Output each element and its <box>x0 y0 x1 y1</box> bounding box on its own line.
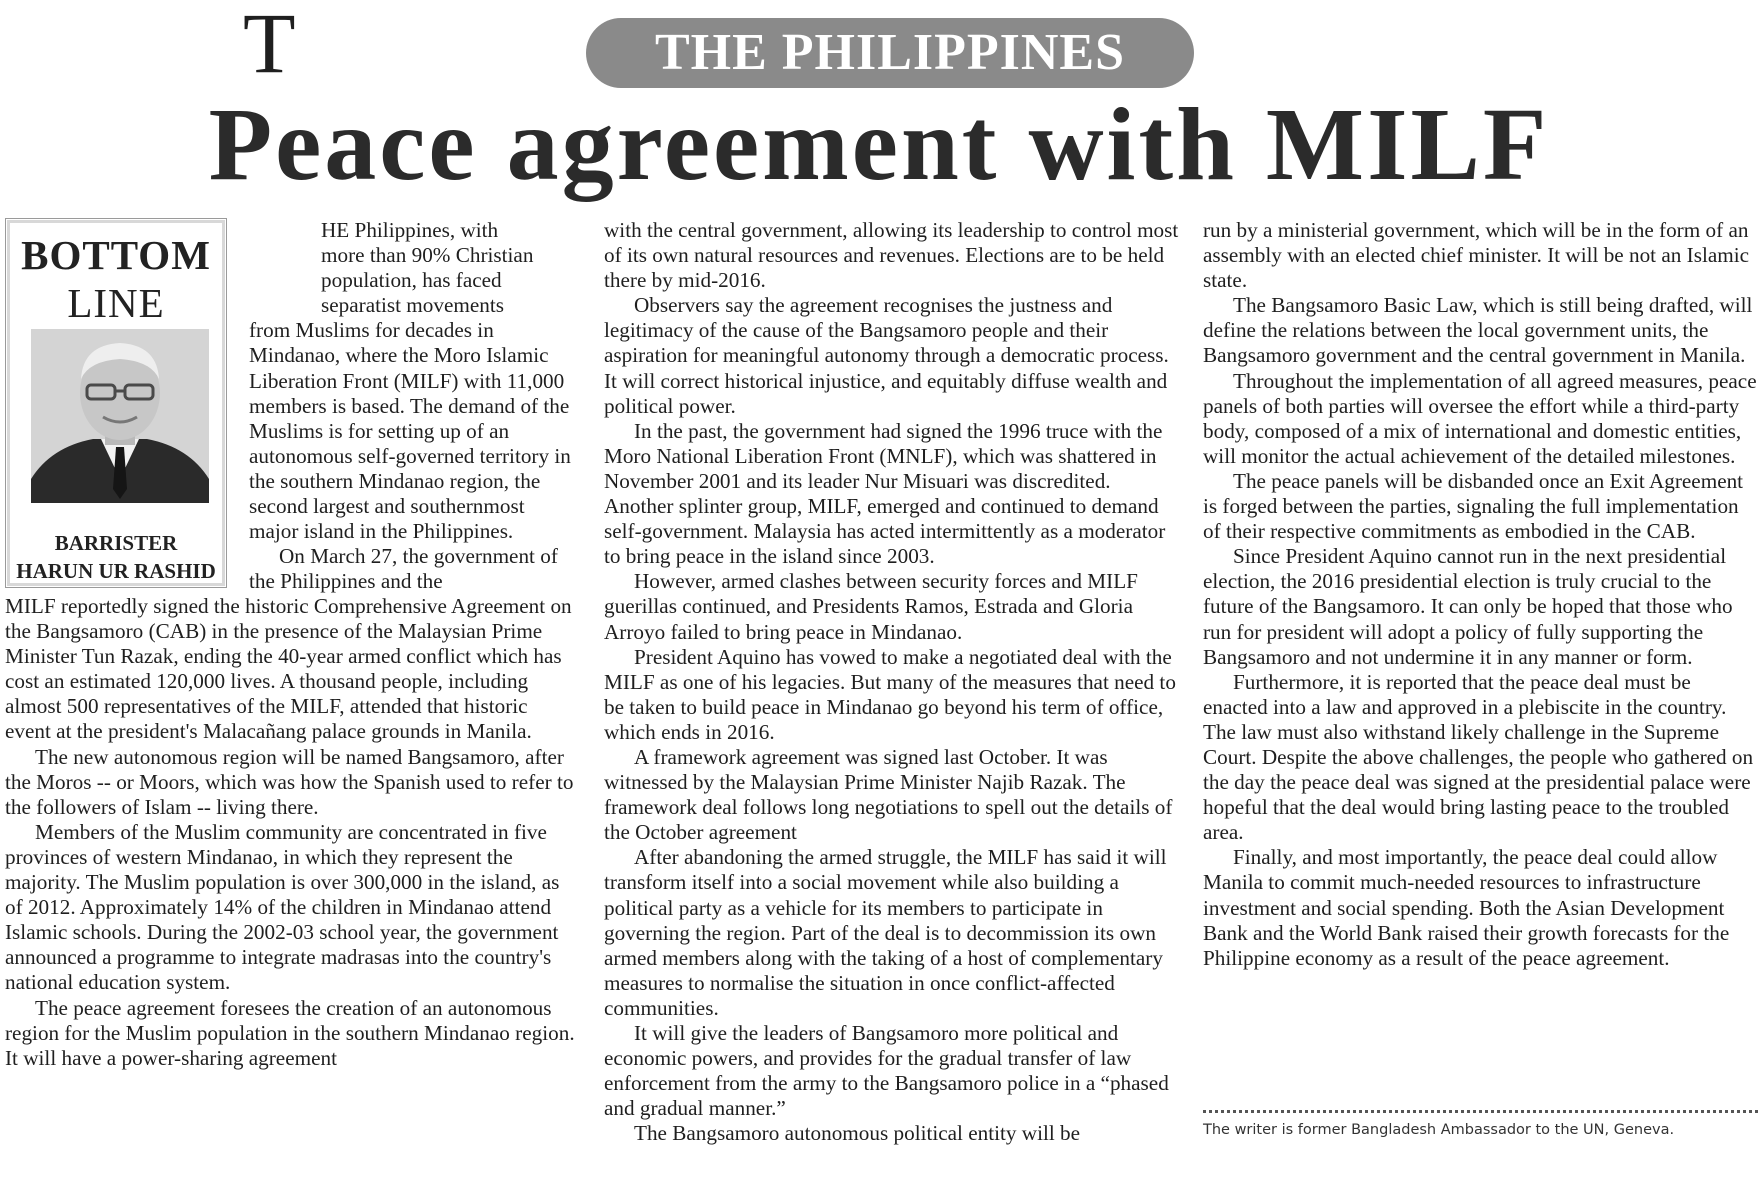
kicker-text: THE PHILIPPINES <box>654 24 1126 81</box>
paragraph: A framework agreement was signed last October. It was witnessed by the Malaysian Prime Minister Najib Razak. The framework deal follows long negotiations to spell out the details of the October agreement <box>604 744 1173 845</box>
paragraph: The Bangsamoro autonomous political entity will be <box>634 1121 1081 1146</box>
paragraph: run by a ministerial government, which will be in the form of an assembly with an elected chief minister. It will be not an Islamic state. <box>1203 218 1750 293</box>
paragraph: Observers say the agreement recognises the justness and legitimacy of the cause of the Bangsamoro people and their aspiration for meaningful autonomy through a democratic process. It will correct historical injustice, and equitably diffuse wealth and political power. <box>604 293 1169 418</box>
paragraph: Members of the Muslim community are concentrated in five provinces of western Mindanao, in which they represent the majority. The Muslim population is over 300,000 in the island, as of 2012. Approximately 14% of the children in Mindanao attend Islamic schools. During the 2002-03 school year, the government announced a programme to integrate madrasas into the country's national education system. <box>5 819 560 995</box>
paragraph: The Bangsamoro Basic Law, which is still being drafted, will define the relations between the local government units, the Bangsamoro government and the central government in Manila. <box>1203 293 1753 368</box>
column-1-intro <box>249 218 579 594</box>
paragraph: The peace panels will be disbanded once an Exit Agreement is forged between the parties, signaling the full implementation of their respective commitments as embodied in the CAB. <box>1203 468 1744 544</box>
paragraph: The new autonomous region will be named Bangsamoro, after the Moros -- or Moors, which was how the Spanish used to refer to the followers of Islam -- living there. <box>5 744 574 819</box>
paragraph: with the central government, allowing its leadership to control most of its own natural resources and revenues. Elections are to be held there by mid-2016. <box>604 218 1179 293</box>
dotted-separator <box>1203 1110 1758 1113</box>
column-tag-line2: LINE <box>67 280 165 326</box>
paragraph: After abandoning the armed struggle, the MILF has said it will transform itself into a social movement while also building a political party as a vehicle for its members to participate in governing the region. Part of the deal is to decommission its own armed members along with the taking of a host of complementary measures to normalise the situation in once conflict-affected communities. <box>604 845 1167 1020</box>
column-1-body <box>5 594 575 1071</box>
section-kicker <box>586 18 1194 88</box>
author-footnote: The writer is former Bangladesh Ambassador to the UN, Geneva. <box>1203 1122 1675 1138</box>
column-1 <box>5 218 575 1174</box>
column-tag-line1: BOTTOM <box>21 232 211 278</box>
headline: Peace agreement with MILF <box>208 87 1550 202</box>
intro-line: population, has faced <box>321 268 502 293</box>
column-2 <box>604 218 1184 1174</box>
paragraph: Throughout the implementation of all agreed measures, peace panels of both parties will oversee the effort while a third-party body, composed of a mix of international and domestic entities, will monitor the actual achievement of the detailed milestones. <box>1203 368 1757 468</box>
intro-line: separatist movements <box>321 293 504 318</box>
paragraph: However, armed clashes between security forces and MILF guerillas continued, and Presidents Ramos, Estrada and Gloria Arroyo failed to bring peace in Mindanao. <box>604 569 1138 644</box>
intro-line: more than 90% Christian <box>321 243 534 268</box>
paragraph: from Muslims for decades in Mindanao, where the Moro Islamic Liberation Front (MILF) with 11,000 members is based. The demand of the Muslims is for setting up of an autonomous self-governed territory in the southern Mindanao region, the second largest and southernmost major island in the Philippines. <box>249 318 571 544</box>
drop-cap: T <box>243 0 296 91</box>
paragraph: Furthermore, it is reported that the peace deal must be enacted into a law and approved in a plebiscite in the country. The law must also withstand likely challenge in the Supreme Court. Despite the above challenges, the people who gathered on the day the peace deal was signed at the presidential palace were hopeful that the deal would bring lasting peace to the troubled area. <box>1203 669 1754 845</box>
paragraph: On March 27, the government of the Philippines and the <box>249 544 558 594</box>
paragraph: Finally, and most importantly, the peace deal could allow Manila to commit much-needed resources to infrastructure investment and social spending. Both the Asian Development Bank and the World Bank raised their growth forecasts for the Philippine economy as a result of the peace agreement. <box>1203 845 1730 970</box>
paragraph: MILF reportedly signed the historic Comprehensive Agreement on the Bangsamoro (CAB) in the presence of the Malaysian Prime Minister Tun Razak, ending the 40-year armed conflict which has cost an estimated 120,000 lives. A thousand people, including almost 500 representatives of the MILF, attended that historic event at the president's Malacañang palace grounds in Manila. <box>5 594 572 744</box>
intro-line: HE Philippines, with <box>321 218 499 242</box>
author-name: HARUN UR RASHID <box>16 559 216 583</box>
paragraph: The peace agreement foresees the creation of an autonomous region for the Muslim population in the southern Mindanao region. It will have a power-sharing agreement <box>5 995 575 1070</box>
paragraph: In the past, the government had signed the 1996 truce with the Moro National Liberation Front (MNLF), which was shattered in November 2001 and its leader Nur Misuari was discredited. Another splinter group, MILF, emerged and continued to demand self-government. Malaysia has acted intermittently as a moderator to bring peace in the island since 2003. <box>604 418 1166 569</box>
paragraph: President Aquino has vowed to make a negotiated deal with the MILF as one of his legacies. But many of the measures that need to be taken to build peace in Mindanao go beyond his term of office, which ends in 2016. <box>604 644 1176 744</box>
paragraph: Since President Aquino cannot run in the next presidential election, the 2016 presidential election is truly crucial to the future of the Bangsamoro. It can only be hoped that those who run for president will adopt a policy of fully supporting the Bangsamoro and not undermine it in any manner or form. <box>1203 544 1733 669</box>
column-3 <box>1203 218 1758 1098</box>
paragraph: It will give the leaders of Bangsamoro more political and economic powers, and provides for the gradual transfer of law enforcement from the army to the Bangsamoro police in a “phased and gradual manner.” <box>604 1021 1169 1121</box>
author-title: BARRISTER <box>54 531 178 555</box>
